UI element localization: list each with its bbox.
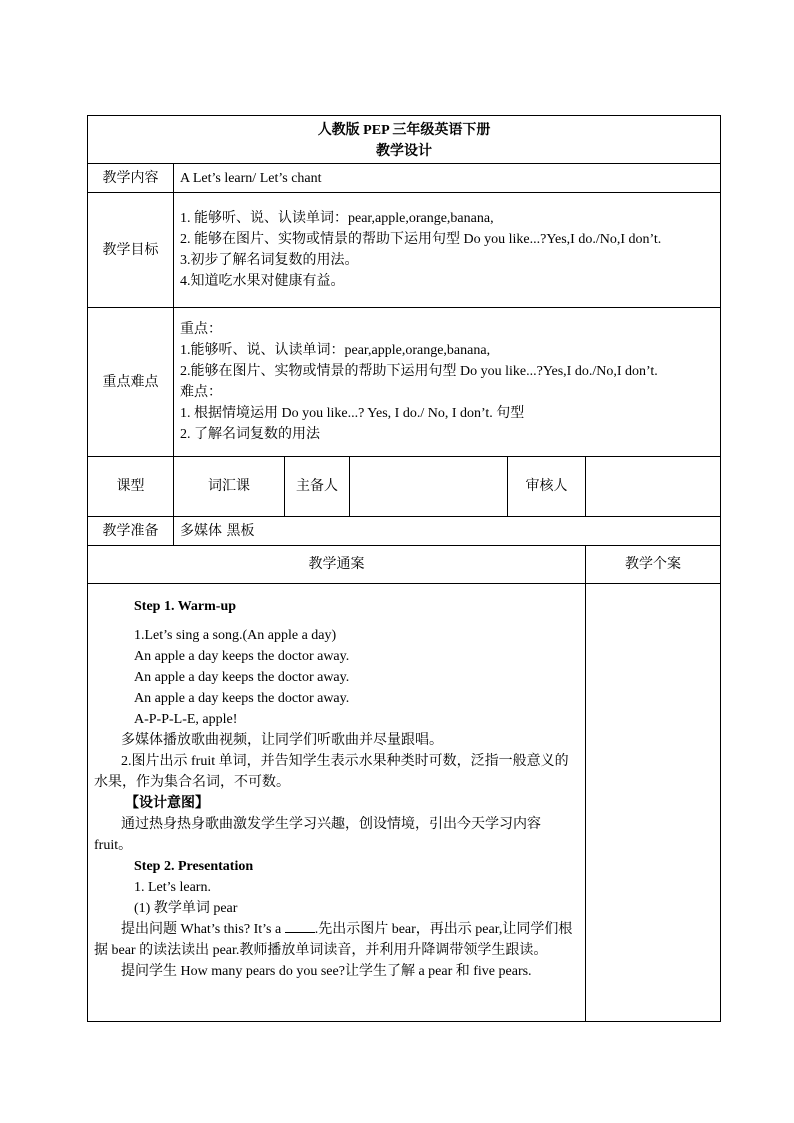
personal-plan-header: 教学个案 — [586, 546, 721, 584]
key-content — [174, 308, 721, 457]
prep-value: 多媒体 黑板 — [174, 517, 721, 546]
goals-list — [174, 193, 721, 308]
fruit-note: 2.图片出示 fruit 单词，并告知学生表示水果种类时可数，泛指一般意义的水果，作为集合名词，不可数。 — [94, 754, 569, 790]
lesson-plan-table — [87, 115, 721, 1022]
plan-header-row — [88, 546, 721, 584]
difficulty-item: 2. 了解名词复数的用法 — [180, 427, 320, 442]
goal-item: 2. 能够在图片、实物或情景的帮助下运用句型 Do you like...?Yes,I do./No,I don’t. — [180, 232, 662, 247]
design-heading: 【设计意图】 — [125, 796, 209, 811]
question-1 — [94, 919, 579, 961]
question-1-part2: .先出示图片 bear，再出示 pear,让同学们根据 bear 的读法读出 pear.教师播放单词读音，并利用升降调带领学生跟读。 — [94, 922, 573, 958]
type-row — [88, 457, 721, 517]
content-value: A Let’s learn/ Let’s chant — [174, 164, 721, 193]
goal-item: 4.知道吃水果对健康有益。 — [180, 274, 345, 289]
song-spell: A-P-P-L-E, apple! — [134, 712, 238, 727]
spacer — [94, 617, 579, 625]
key-item: 2.能够在图片、实物或情景的帮助下运用句型 Do you like...?Yes,I do./No,I don’t. — [180, 364, 658, 379]
common-plan-body — [88, 584, 586, 1022]
plan-body-row — [88, 584, 721, 1022]
content-row — [88, 164, 721, 193]
fill-blank — [285, 920, 315, 933]
common-plan-header: 教学通案 — [88, 546, 586, 584]
goal-item: 1. 能够听、说、认读单词：pear,apple,orange,banana, — [180, 211, 494, 226]
design-text: 通过热身热身歌曲激发学生学习兴趣，创设情境，引出今天学习内容 fruit。 — [94, 817, 541, 853]
type-label: 课型 — [88, 457, 174, 517]
goals-label: 教学目标 — [88, 193, 174, 308]
teach-pear: (1) 教学单词 pear — [134, 901, 238, 916]
question-2: 提问学生 How many pears do you see?让学生了解 a pear 和 five pears. — [121, 964, 532, 979]
lets-learn: 1. Let’s learn. — [134, 880, 211, 895]
reviewer-label: 审核人 — [508, 457, 586, 517]
goals-row — [88, 193, 721, 308]
song-line: An apple a day keeps the doctor away. — [134, 691, 350, 706]
goal-item: 3.初步了解名词复数的用法。 — [180, 253, 359, 268]
song-line: An apple a day keeps the doctor away. — [134, 670, 350, 685]
difficulty-item: 1. 根据情境运用 Do you like...? Yes, I do./ No, I don’t. 句型 — [180, 406, 525, 421]
preparer-value — [350, 457, 508, 517]
reviewer-value — [586, 457, 721, 517]
prep-row — [88, 517, 721, 546]
media-note: 多媒体播放歌曲视频，让同学们听歌曲并尽量跟唱。 — [121, 733, 443, 748]
prep-label: 教学准备 — [88, 517, 174, 546]
title-cell — [88, 116, 721, 164]
content-label: 教学内容 — [88, 164, 174, 193]
key-label: 重点难点 — [88, 308, 174, 457]
song-line: An apple a day keeps the doctor away. — [134, 649, 350, 664]
step1-title: Step 1. Warm-up — [134, 599, 237, 614]
difficulty-heading: 难点： — [180, 385, 222, 400]
key-difficult-row — [88, 308, 721, 457]
title-line2: 教学设计 — [376, 142, 433, 159]
song-intro: 1.Let’s sing a song.(An apple a day) — [134, 628, 337, 643]
personal-plan-body — [586, 584, 721, 1022]
title-row — [88, 116, 721, 164]
key-item: 1.能够听、说、认读单词：pear,apple,orange,banana, — [180, 343, 491, 358]
type-value: 词汇课 — [174, 457, 285, 517]
preparer-label: 主备人 — [285, 457, 350, 517]
title-line1: 人教版 PEP 三年级英语下册 — [317, 122, 491, 138]
question-1-part1: 提出问题 What’s this? It’s a — [121, 922, 285, 937]
step2-title: Step 2. Presentation — [134, 859, 254, 874]
key-heading: 重点： — [180, 322, 222, 337]
